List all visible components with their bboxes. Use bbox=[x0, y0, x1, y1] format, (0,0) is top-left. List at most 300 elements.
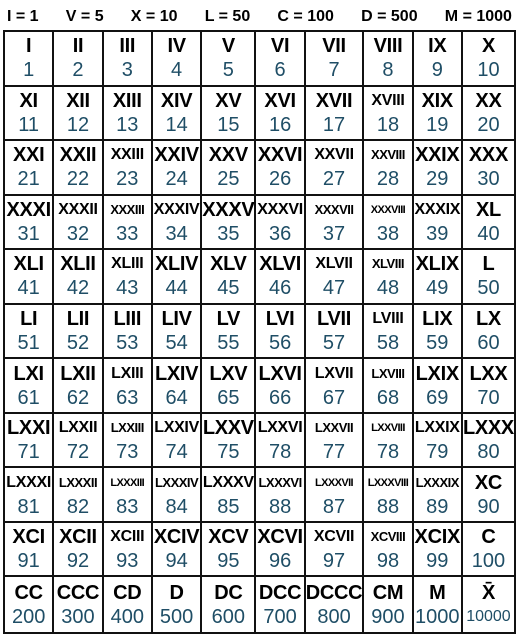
numeral-cell bbox=[414, 359, 463, 414]
numeral-cell bbox=[104, 468, 153, 523]
roman-numeral: LXXVII bbox=[314, 420, 354, 436]
numeral-cell bbox=[5, 141, 54, 196]
numeral-cell bbox=[256, 196, 305, 251]
arabic-number: 88 bbox=[268, 495, 292, 518]
numeral-cell bbox=[104, 305, 153, 360]
arabic-number: 62 bbox=[66, 386, 90, 409]
arabic-number: 68 bbox=[376, 386, 400, 409]
arabic-number: 11 bbox=[18, 113, 40, 136]
roman-numeral: LXXXI bbox=[6, 473, 52, 491]
roman-numeral: LXXXIX bbox=[415, 474, 459, 490]
arabic-number: 96 bbox=[268, 550, 292, 573]
numeral-cell bbox=[104, 359, 153, 414]
roman-numeral: X bbox=[481, 35, 495, 58]
arabic-number: 81 bbox=[17, 495, 40, 518]
arabic-number: 6 bbox=[274, 59, 286, 82]
roman-numeral: XX bbox=[475, 89, 502, 112]
roman-numeral: XXV bbox=[208, 144, 248, 167]
arabic-number: 23 bbox=[116, 168, 139, 191]
arabic-number: 1000 bbox=[415, 605, 460, 628]
roman-numeral: XCIII bbox=[110, 528, 145, 546]
arabic-number: 84 bbox=[165, 495, 188, 518]
arabic-number: 97 bbox=[322, 550, 346, 573]
numeral-cell bbox=[202, 577, 256, 632]
numeral-cell bbox=[306, 87, 365, 142]
numeral-cell bbox=[202, 523, 256, 578]
arabic-number: 92 bbox=[66, 550, 90, 573]
numeral-cell bbox=[5, 32, 54, 87]
roman-numeral: XIX bbox=[421, 89, 453, 112]
roman-numeral: LXXIV bbox=[154, 419, 199, 437]
numeral-cell bbox=[54, 250, 103, 305]
roman-numeral-chart bbox=[3, 30, 516, 634]
arabic-number: 75 bbox=[217, 441, 240, 464]
roman-numeral: LI bbox=[20, 307, 38, 330]
numeral-cell bbox=[256, 250, 305, 305]
arabic-number: 21 bbox=[17, 168, 40, 191]
roman-numeral: LXXI bbox=[7, 417, 51, 440]
arabic-number: 89 bbox=[426, 495, 449, 518]
roman-numeral: XLVIII bbox=[371, 256, 405, 272]
roman-numeral: DCC bbox=[258, 581, 302, 604]
arabic-number: 77 bbox=[322, 441, 346, 464]
legend-item: I = 1 bbox=[7, 7, 39, 25]
arabic-number: 67 bbox=[322, 386, 346, 409]
numeral-cell bbox=[364, 305, 413, 360]
numeral-legend bbox=[3, 3, 516, 30]
numeral-cell bbox=[202, 468, 256, 523]
arabic-number: 18 bbox=[376, 113, 400, 136]
arabic-number: 24 bbox=[165, 168, 188, 191]
roman-numeral: LXVIII bbox=[371, 365, 405, 381]
numeral-cell bbox=[202, 32, 256, 87]
numeral-cell bbox=[364, 414, 413, 469]
arabic-number: 15 bbox=[217, 113, 240, 136]
roman-numeral: XCV bbox=[208, 526, 249, 549]
roman-numeral: XXX bbox=[468, 144, 509, 167]
roman-numeral: LXXXV bbox=[202, 473, 254, 491]
roman-numeral: LXII bbox=[60, 362, 96, 385]
arabic-number: 57 bbox=[322, 331, 346, 354]
roman-numeral: LXX bbox=[469, 362, 508, 385]
arabic-number: 87 bbox=[322, 495, 346, 518]
numeral-cell bbox=[54, 414, 103, 469]
roman-numeral: XLIV bbox=[154, 253, 199, 276]
roman-numeral: DC bbox=[214, 581, 243, 604]
roman-numeral: V bbox=[221, 35, 235, 58]
roman-numeral: XXIV bbox=[154, 144, 199, 167]
numeral-cell bbox=[202, 305, 256, 360]
numeral-cell bbox=[463, 577, 514, 632]
roman-numeral: XXVI bbox=[257, 144, 303, 167]
roman-numeral: LXXV bbox=[202, 417, 254, 440]
roman-numeral: LVII bbox=[317, 307, 352, 330]
numeral-cell bbox=[153, 87, 202, 142]
roman-numeral: III bbox=[119, 35, 136, 58]
arabic-number: 2 bbox=[72, 59, 84, 82]
numeral-cell bbox=[306, 523, 365, 578]
numeral-cell bbox=[54, 359, 103, 414]
numeral-cell bbox=[104, 196, 153, 251]
numeral-cell bbox=[306, 196, 365, 251]
arabic-number: 5 bbox=[222, 59, 234, 82]
roman-numeral: XXIX bbox=[415, 144, 460, 167]
numeral-cell bbox=[414, 468, 463, 523]
roman-numeral: IV bbox=[167, 35, 186, 58]
roman-numeral: LXIV bbox=[154, 362, 199, 385]
numeral-cell bbox=[256, 523, 305, 578]
legend-item: X = 10 bbox=[130, 7, 178, 25]
roman-numeral: LXXX bbox=[462, 417, 514, 440]
numeral-cell bbox=[54, 305, 103, 360]
numeral-cell bbox=[364, 359, 413, 414]
roman-numeral: LII bbox=[66, 307, 90, 330]
numeral-cell bbox=[54, 141, 103, 196]
legend-item: L = 50 bbox=[204, 7, 251, 25]
arabic-number: 900 bbox=[371, 605, 405, 628]
numeral-cell bbox=[306, 250, 365, 305]
arabic-number: 73 bbox=[116, 441, 139, 464]
arabic-number: 200 bbox=[11, 605, 46, 628]
roman-numeral: LXXIII bbox=[110, 420, 144, 436]
arabic-number: 100 bbox=[471, 550, 506, 573]
numeral-cell bbox=[153, 414, 202, 469]
numeral-cell bbox=[414, 414, 463, 469]
numeral-cell bbox=[202, 414, 256, 469]
arabic-number: 78 bbox=[376, 441, 400, 464]
roman-numeral: XLVII bbox=[315, 255, 353, 273]
numeral-cell bbox=[153, 32, 202, 87]
arabic-number: 85 bbox=[217, 495, 240, 518]
roman-numeral: XLIII bbox=[111, 255, 144, 273]
numeral-cell bbox=[364, 468, 413, 523]
arabic-number: 41 bbox=[17, 277, 40, 300]
roman-numeral: XXXIV bbox=[153, 200, 200, 218]
numeral-cell bbox=[414, 577, 463, 632]
arabic-number: 17 bbox=[322, 113, 346, 136]
arabic-number: 32 bbox=[66, 222, 90, 245]
arabic-number: 48 bbox=[376, 277, 400, 300]
roman-numeral: XCVIII bbox=[370, 529, 406, 545]
arabic-number: 44 bbox=[165, 277, 188, 300]
roman-numeral: XVII bbox=[315, 89, 353, 112]
roman-numeral: XLVI bbox=[259, 253, 301, 276]
arabic-number: 70 bbox=[477, 386, 500, 409]
roman-numeral: LIII bbox=[113, 307, 142, 330]
numeral-cell bbox=[306, 577, 365, 632]
numeral-cell bbox=[364, 32, 413, 87]
arabic-number: 65 bbox=[217, 386, 240, 409]
roman-numeral: XLI bbox=[13, 253, 44, 276]
roman-numeral: LVIII bbox=[372, 309, 404, 327]
numeral-cell bbox=[306, 305, 365, 360]
roman-numeral: XCI bbox=[12, 526, 45, 549]
numeral-cell bbox=[306, 141, 365, 196]
numeral-cell bbox=[463, 359, 514, 414]
roman-numeral: IX bbox=[428, 35, 447, 58]
numeral-cell bbox=[463, 468, 514, 523]
numeral-cell bbox=[5, 305, 54, 360]
arabic-number: 38 bbox=[376, 222, 400, 245]
roman-numeral: LXV bbox=[209, 362, 248, 385]
numeral-cell bbox=[202, 359, 256, 414]
roman-numeral: XCVI bbox=[257, 526, 303, 549]
roman-numeral: DCCC bbox=[305, 581, 363, 604]
arabic-number: 3 bbox=[121, 59, 133, 82]
legend-item: C = 100 bbox=[277, 7, 334, 25]
roman-numeral: XXXVIII bbox=[370, 203, 406, 216]
arabic-number: 43 bbox=[116, 277, 139, 300]
numeral-cell bbox=[54, 468, 103, 523]
arabic-number: 88 bbox=[376, 495, 400, 518]
roman-numeral: CCC bbox=[56, 581, 100, 604]
numeral-cell bbox=[256, 468, 305, 523]
arabic-number: 99 bbox=[426, 550, 449, 573]
arabic-number: 400 bbox=[110, 605, 144, 628]
roman-numeral: LV bbox=[216, 307, 241, 330]
numeral-cell bbox=[364, 523, 413, 578]
roman-numeral: LXVI bbox=[258, 362, 302, 385]
arabic-number: 45 bbox=[217, 277, 240, 300]
roman-numeral: LXIX bbox=[415, 362, 459, 385]
numeral-cell bbox=[463, 523, 514, 578]
roman-numeral: XXXI bbox=[6, 198, 51, 221]
numeral-cell bbox=[153, 250, 202, 305]
arabic-number: 50 bbox=[477, 277, 500, 300]
arabic-number: 52 bbox=[66, 331, 90, 354]
roman-numeral: LXXXVIII bbox=[367, 476, 409, 489]
roman-numeral: XLV bbox=[210, 253, 247, 276]
numeral-cell bbox=[104, 523, 153, 578]
numeral-cell bbox=[104, 141, 153, 196]
roman-numeral: XXII bbox=[59, 144, 97, 167]
numeral-cell bbox=[5, 468, 54, 523]
arabic-number: 13 bbox=[116, 113, 139, 136]
arabic-number: 7 bbox=[328, 59, 340, 82]
numeral-cell bbox=[104, 87, 153, 142]
roman-numeral: X̄ bbox=[481, 581, 495, 604]
roman-numeral: XXXIX bbox=[414, 200, 461, 218]
arabic-number: 80 bbox=[477, 441, 500, 464]
numeral-cell bbox=[153, 359, 202, 414]
numeral-cell bbox=[364, 577, 413, 632]
arabic-number: 95 bbox=[217, 550, 240, 573]
roman-numeral: LXXIX bbox=[414, 419, 460, 437]
roman-numeral: XXXV bbox=[202, 198, 255, 221]
numeral-cell bbox=[54, 32, 103, 87]
roman-numeral: CC bbox=[14, 581, 43, 604]
arabic-number: 26 bbox=[268, 168, 292, 191]
numeral-cell bbox=[306, 414, 365, 469]
arabic-number: 27 bbox=[322, 168, 346, 191]
arabic-number: 91 bbox=[17, 550, 40, 573]
roman-numeral: L bbox=[482, 253, 495, 276]
numeral-cell bbox=[463, 141, 514, 196]
arabic-number: 64 bbox=[165, 386, 188, 409]
roman-numeral: XCIV bbox=[153, 526, 200, 549]
arabic-number: 90 bbox=[477, 495, 500, 518]
arabic-number: 46 bbox=[268, 277, 292, 300]
roman-numeral: XL bbox=[475, 198, 501, 221]
arabic-number: 800 bbox=[317, 605, 351, 628]
numeral-cell bbox=[463, 87, 514, 142]
roman-numeral: M bbox=[429, 581, 446, 604]
numeral-cell bbox=[104, 414, 153, 469]
roman-numeral: LXXXVII bbox=[315, 476, 354, 489]
numeral-cell bbox=[54, 523, 103, 578]
arabic-number: 69 bbox=[426, 386, 449, 409]
roman-numeral: LXI bbox=[13, 362, 44, 385]
arabic-number: 39 bbox=[426, 222, 449, 245]
numeral-cell bbox=[463, 414, 514, 469]
arabic-number: 22 bbox=[66, 168, 90, 191]
numeral-cell bbox=[306, 32, 365, 87]
arabic-number: 300 bbox=[61, 605, 95, 628]
roman-numeral: XXXII bbox=[58, 200, 98, 218]
roman-numeral: XLII bbox=[60, 253, 96, 276]
arabic-number: 9 bbox=[431, 59, 443, 82]
roman-numeral: CD bbox=[113, 581, 142, 604]
arabic-number: 53 bbox=[116, 331, 139, 354]
arabic-number: 10000 bbox=[466, 607, 511, 625]
arabic-number: 54 bbox=[165, 331, 188, 354]
roman-numeral: XXXIII bbox=[110, 201, 145, 217]
arabic-number: 1 bbox=[23, 59, 35, 82]
arabic-number: 58 bbox=[376, 331, 400, 354]
roman-numeral: CM bbox=[372, 581, 404, 604]
arabic-number: 33 bbox=[116, 222, 139, 245]
arabic-number: 25 bbox=[217, 168, 240, 191]
numeral-cell bbox=[256, 305, 305, 360]
arabic-number: 700 bbox=[263, 605, 297, 628]
roman-numeral: XCIX bbox=[414, 526, 461, 549]
arabic-number: 42 bbox=[66, 277, 90, 300]
roman-numeral: XVIII bbox=[371, 91, 405, 109]
numeral-cell bbox=[256, 359, 305, 414]
arabic-number: 37 bbox=[322, 222, 346, 245]
numeral-cell bbox=[202, 196, 256, 251]
numeral-cell bbox=[153, 577, 202, 632]
legend-item: V = 5 bbox=[65, 7, 104, 25]
numeral-cell bbox=[5, 523, 54, 578]
numeral-cell bbox=[5, 359, 54, 414]
numeral-cell bbox=[414, 32, 463, 87]
arabic-number: 10 bbox=[477, 59, 500, 82]
roman-numeral: XCII bbox=[59, 526, 97, 549]
arabic-number: 78 bbox=[268, 441, 292, 464]
arabic-number: 19 bbox=[426, 113, 449, 136]
arabic-number: 12 bbox=[66, 113, 90, 136]
arabic-number: 60 bbox=[477, 331, 500, 354]
arabic-number: 74 bbox=[165, 441, 188, 464]
arabic-number: 79 bbox=[426, 441, 449, 464]
arabic-number: 63 bbox=[116, 386, 139, 409]
numeral-cell bbox=[5, 577, 54, 632]
numeral-cell bbox=[5, 250, 54, 305]
roman-numeral: XIV bbox=[160, 89, 193, 112]
roman-numeral: LXXXVI bbox=[258, 474, 302, 490]
roman-numeral: XI bbox=[19, 89, 38, 112]
roman-numeral: C bbox=[481, 526, 496, 549]
numeral-cell bbox=[364, 87, 413, 142]
arabic-number: 49 bbox=[426, 277, 449, 300]
arabic-number: 14 bbox=[165, 113, 188, 136]
roman-numeral: LXXVIII bbox=[371, 422, 405, 435]
arabic-number: 40 bbox=[477, 222, 500, 245]
roman-numeral: XV bbox=[215, 89, 242, 112]
arabic-number: 28 bbox=[376, 168, 400, 191]
roman-numeral: XXXVI bbox=[257, 200, 303, 218]
numeral-cell bbox=[256, 141, 305, 196]
numeral-cell bbox=[364, 250, 413, 305]
roman-numeral: LXVII bbox=[314, 364, 354, 382]
numeral-cell bbox=[463, 196, 514, 251]
roman-numeral: LXXXIV bbox=[154, 474, 199, 490]
roman-numeral: LXXXIII bbox=[110, 476, 145, 489]
arabic-number: 93 bbox=[116, 550, 139, 573]
numeral-cell bbox=[463, 250, 514, 305]
numeral-cell bbox=[153, 523, 202, 578]
roman-numeral: XLIX bbox=[415, 253, 459, 276]
numeral-cell bbox=[256, 577, 305, 632]
arabic-number: 51 bbox=[17, 331, 40, 354]
numeral-cell bbox=[256, 414, 305, 469]
roman-numeral: LIX bbox=[422, 307, 453, 330]
numeral-cell bbox=[54, 87, 103, 142]
roman-numeral: I bbox=[26, 35, 32, 58]
arabic-number: 36 bbox=[268, 222, 292, 245]
numeral-cell bbox=[414, 250, 463, 305]
numeral-cell bbox=[463, 305, 514, 360]
numeral-cell bbox=[202, 87, 256, 142]
numeral-cell bbox=[202, 250, 256, 305]
roman-numeral: LXXVI bbox=[257, 419, 303, 437]
arabic-number: 72 bbox=[66, 441, 90, 464]
arabic-number: 59 bbox=[426, 331, 449, 354]
legend-item: D = 500 bbox=[361, 7, 418, 25]
roman-numeral: XXXVII bbox=[314, 201, 354, 217]
roman-numeral: XXI bbox=[12, 144, 45, 167]
numeral-cell bbox=[202, 141, 256, 196]
arabic-number: 56 bbox=[268, 331, 292, 354]
arabic-number: 47 bbox=[322, 277, 346, 300]
numeral-cell bbox=[153, 141, 202, 196]
numeral-cell bbox=[364, 196, 413, 251]
numeral-cell bbox=[256, 87, 305, 142]
arabic-number: 29 bbox=[426, 168, 449, 191]
numeral-cell bbox=[104, 250, 153, 305]
numeral-cell bbox=[54, 196, 103, 251]
arabic-number: 71 bbox=[17, 441, 40, 464]
arabic-number: 98 bbox=[376, 550, 400, 573]
roman-numeral: XCVII bbox=[313, 528, 355, 546]
numeral-cell bbox=[306, 359, 365, 414]
numeral-cell bbox=[364, 141, 413, 196]
roman-numeral: XIII bbox=[112, 89, 142, 112]
numeral-cell bbox=[256, 32, 305, 87]
roman-numeral: LXXII bbox=[58, 419, 98, 437]
roman-numeral: LVI bbox=[265, 307, 295, 330]
roman-numeral: XXVII bbox=[314, 146, 354, 164]
legend-item: M = 1000 bbox=[444, 7, 512, 25]
numeral-cell bbox=[414, 196, 463, 251]
numeral-cell bbox=[414, 305, 463, 360]
arabic-number: 600 bbox=[211, 605, 246, 628]
arabic-number: 94 bbox=[165, 550, 188, 573]
roman-numeral: XC bbox=[474, 471, 503, 494]
numeral-cell bbox=[104, 32, 153, 87]
arabic-number: 83 bbox=[116, 495, 139, 518]
